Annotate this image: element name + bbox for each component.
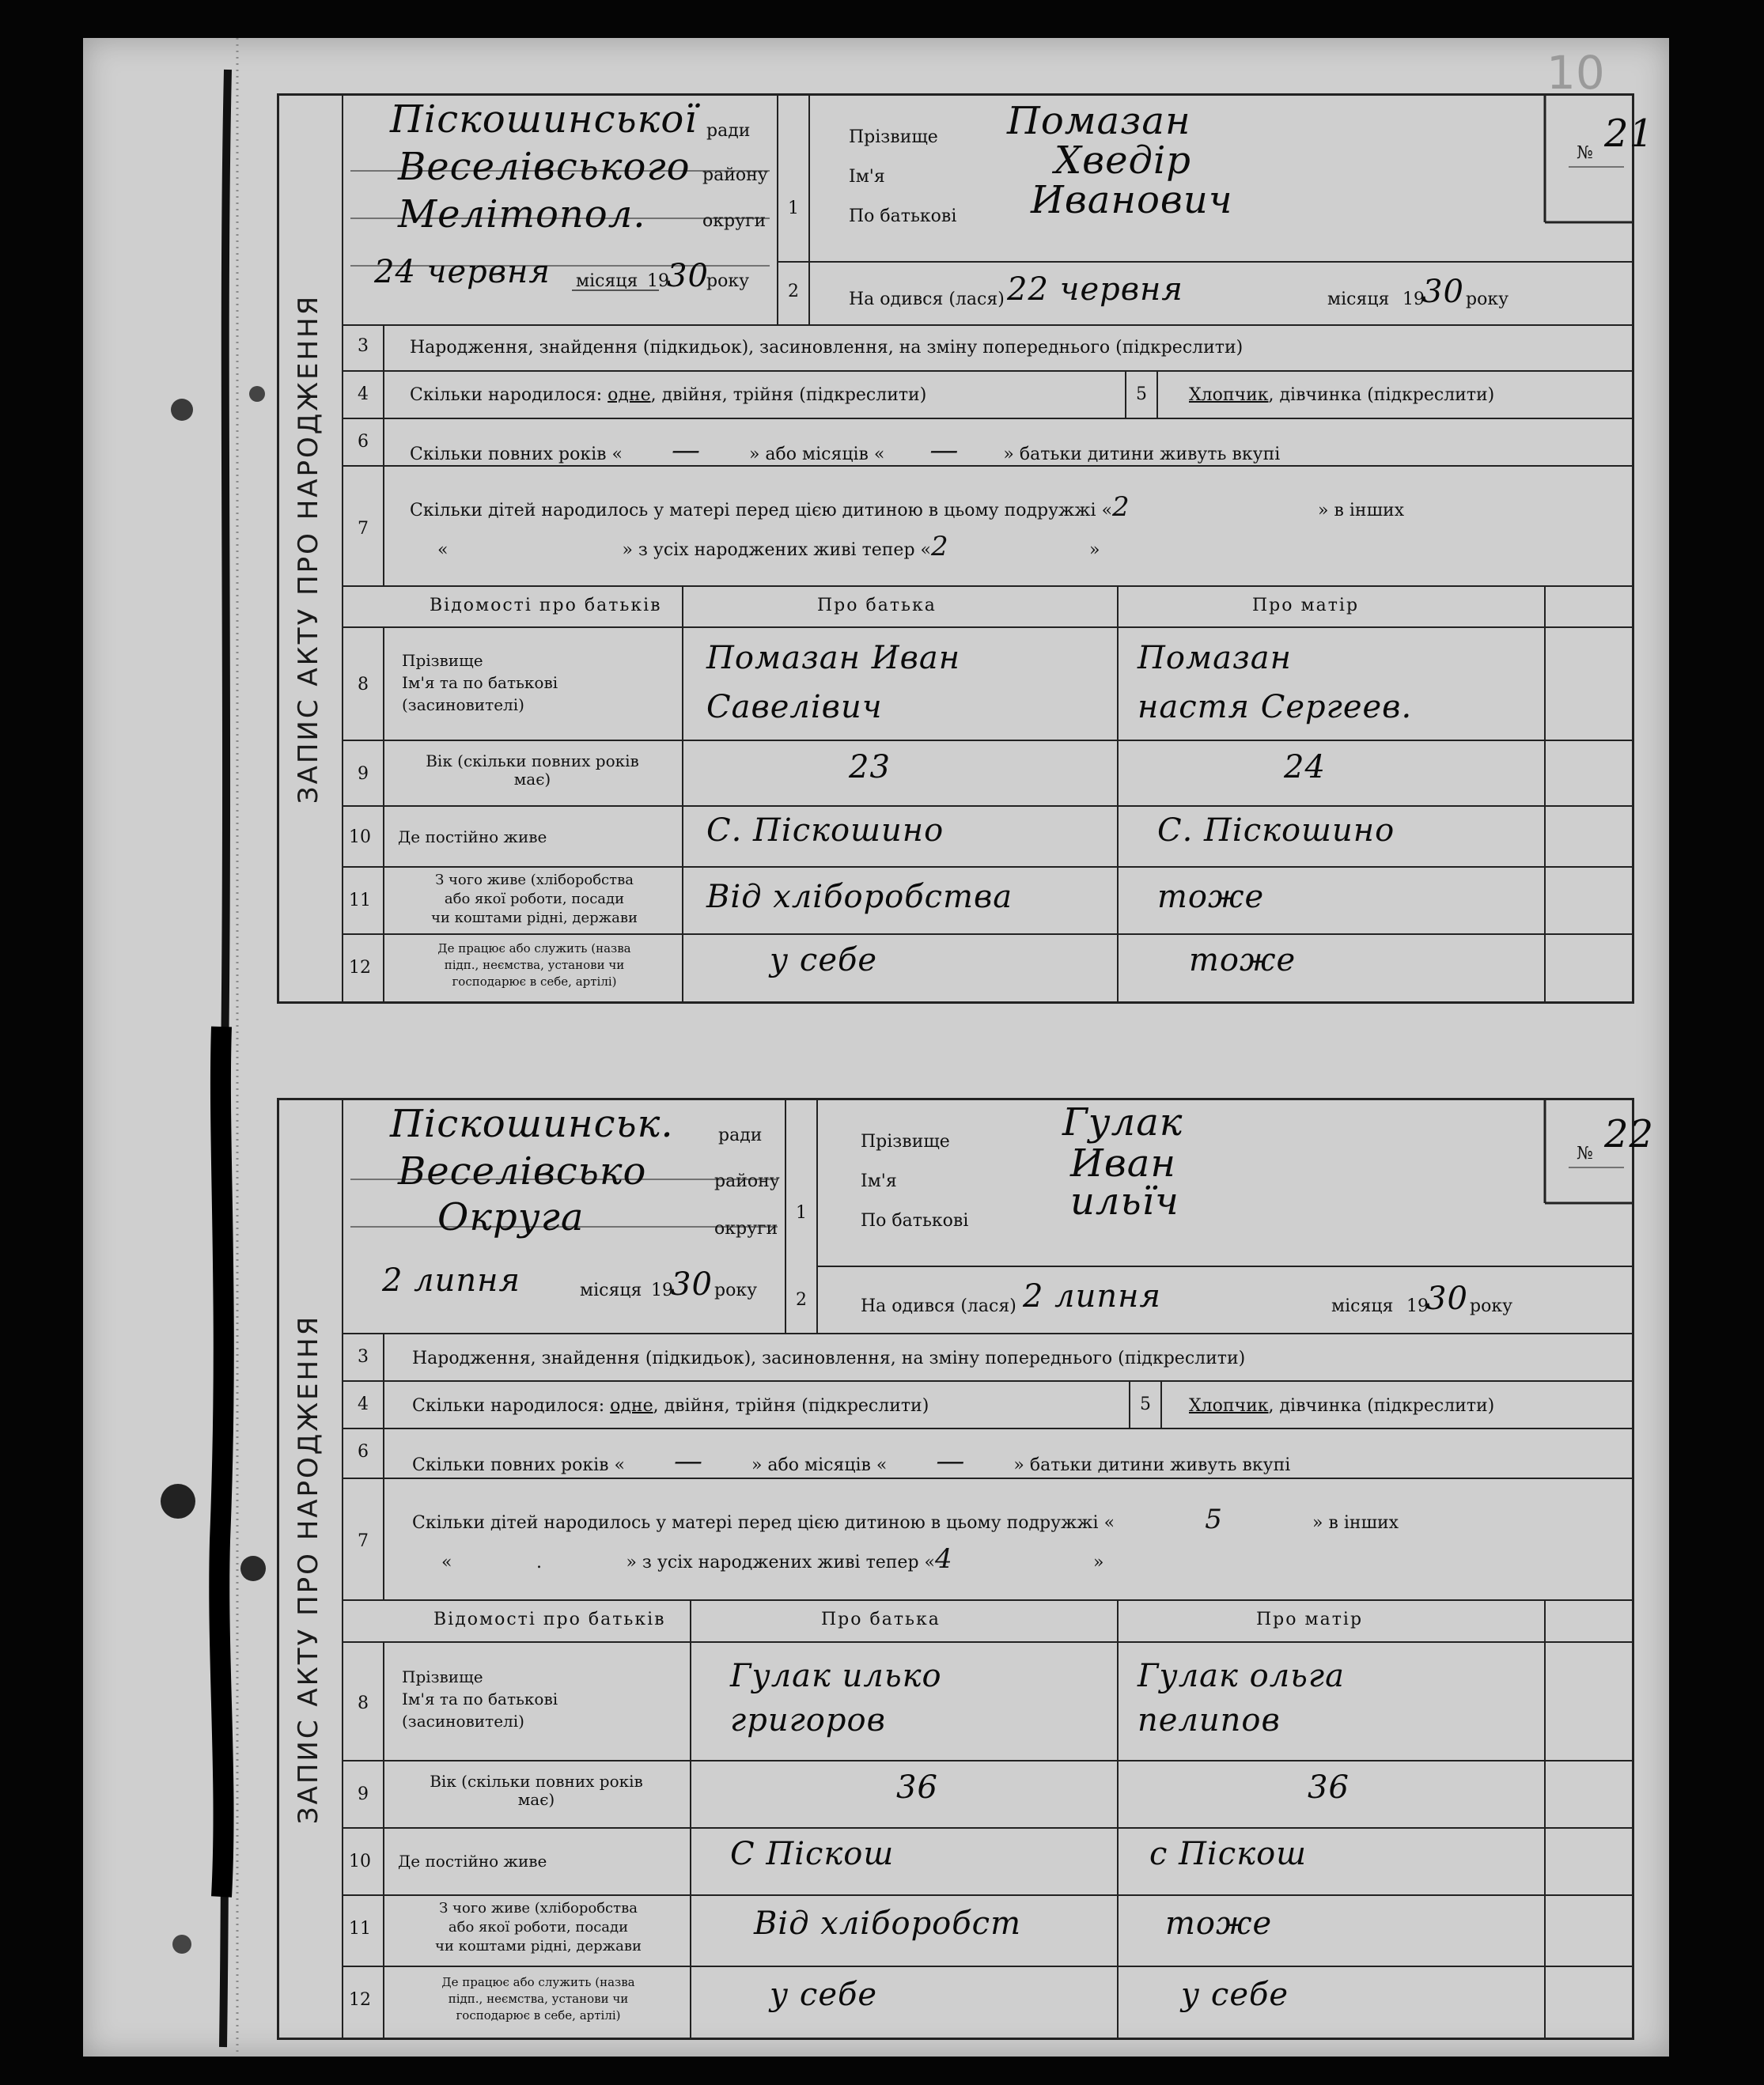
born-date: 2 липня xyxy=(1023,1278,1161,1315)
surname-value: Гулак xyxy=(1062,1100,1183,1145)
okrug-value: Округа xyxy=(437,1195,585,1239)
row11-label: З чого живе (хліборобства або якої роботи, посади чи коштами рідні, держави xyxy=(434,1900,642,1954)
registration-year: 30 xyxy=(667,258,709,294)
father-livelihood: Від хліборобства xyxy=(706,879,1013,915)
month-label: місяця xyxy=(580,1281,642,1300)
raion-value: Веселівсько xyxy=(398,1149,647,1194)
row10-label: Де постійно живе xyxy=(398,1852,547,1871)
raion-value: Веселівського xyxy=(398,145,691,189)
row8-label: Прізвище Ім'я та по батькові (засиновителі) xyxy=(402,1667,558,1731)
birth-record-1: ЗАПИС АКТУ ПРО НАРОДЖЕННЯ Піскошинської ради Веселівського району Мелітопол. округи 24 червня місяця 19 30 року 1 2 Прізвище Помазан Ім'я Хведір По батькові Иванович № 21 На одився (лася) 22 червня місяця 19 30 року 3 Народження, знайдення (підкидьок), засиновлення, на зміну попереднього (підкреслити) 4 Скільки народилося: одне, двійня, трійня (підкреслити) 5 Хлопчик, дівчинка (підкреслити) 6 Скільки повних років « — » або місяців « — » батьки дитини живуть вкупі 7 Скільки дітей народилось у матері перед цією дитиною в цьому подружжі «2 » в інших « » з усіх народжених живі тепер «2 » Відомості про батьків Про батька Про матір 8 Прізвище Ім'я та по батькові (засиновителі) Помазан Иван Савелівич Помазан настя Сергеев. 9 Вік (скільки повних років має) 23 24 10 Де постійно живе С. Піскошино С. Піскошино 11 З чого живе (хліборобства або якої роботи, посади чи коштами рідні, держави Від хліборобства тоже 12 Де працює або служить (назва підп., неємства, установи чи господарює в себе, артілі) у себе тоже xyxy=(277,93,1634,1004)
month-label: місяця xyxy=(576,271,638,291)
father-age: 36 xyxy=(896,1769,938,1806)
row3-text: Народження, знайдення (підкидьок), засиновлення, на зміну попереднього (підкреслити) xyxy=(410,338,1244,358)
row5-text: Хлопчик, дівчинка (підкреслити) xyxy=(1189,385,1495,405)
father-name: Помазан Иван Савелівич xyxy=(706,640,961,725)
row9-label: Вік (скільки повних років має) xyxy=(430,1772,643,1809)
surname-value: Помазан xyxy=(1007,99,1191,143)
side-title: ЗАПИС АКТУ ПРО НАРОДЖЕННЯ xyxy=(293,1314,324,1824)
father-age: 23 xyxy=(849,749,891,785)
father-residence: С. Піскошино xyxy=(706,812,944,849)
row5-text: Хлопчик, дівчинка (підкреслити) xyxy=(1189,1396,1495,1416)
mother-name: Помазан настя Сергеев. xyxy=(1138,640,1413,725)
registration-year: 30 xyxy=(671,1266,713,1303)
rada-suffix: ради xyxy=(718,1126,763,1145)
rada-suffix: ради xyxy=(706,121,751,141)
row7-line1: Скільки дітей народилось у матері перед цією дитиною в цьому подружжі « 5 » в інших xyxy=(412,1504,1399,1535)
born-label: На одився (лася) xyxy=(861,1296,1016,1316)
row4-text: Скільки народилося: одне, двійня, трійня (підкреслити) xyxy=(412,1396,929,1416)
mother-livelihood: тоже xyxy=(1165,1905,1273,1942)
row7-line1: Скільки дітей народилось у матері перед цією дитиною в цьому подружжі «2 » в інших xyxy=(410,491,1405,523)
row9-label: Вік (скільки повних років має) xyxy=(426,751,639,789)
born-year: 30 xyxy=(1426,1281,1468,1317)
patronymic-label: По батькові xyxy=(849,206,957,226)
column-mother: Про матір xyxy=(1252,596,1360,615)
rada-value: Піскошинськ. xyxy=(390,1102,674,1146)
row6-text: Скільки повних років « — » або місяців « — » батьки дитини живуть вкупі xyxy=(412,1445,1291,1478)
column-info: Відомості про батьків xyxy=(430,596,662,615)
okrug-value: Мелітопол. xyxy=(398,192,646,237)
rada-value: Піскошинської xyxy=(390,97,698,142)
column-father: Про батька xyxy=(817,596,937,615)
row11-label: З чого живе (хліборобства або якої роботи, посади чи коштами рідні, держави xyxy=(430,872,638,926)
born-year: 30 xyxy=(1422,274,1464,310)
name-label: Ім'я xyxy=(861,1171,897,1191)
mother-residence: С. Піскошино xyxy=(1157,812,1395,849)
binding-stitching xyxy=(134,38,293,2057)
side-title: ЗАПИС АКТУ ПРО НАРОДЖЕННЯ xyxy=(293,293,324,804)
row12-label: Де працює або служить (назва підп., неємства, установи чи господарює в себе, артілі) xyxy=(437,941,631,989)
registration-date: 24 червня xyxy=(374,254,551,290)
patronymic-label: По батькові xyxy=(861,1211,969,1231)
page-number: 10 xyxy=(1546,46,1605,100)
row6-text: Скільки повних років « — » або місяців « — » батьки дитини живуть вкупі xyxy=(410,434,1281,467)
surname-label: Прізвище xyxy=(849,127,938,147)
row10-label: Де постійно живе xyxy=(398,827,547,846)
row12-label: Де працює або служить (назва підп., неємства, установи чи господарює в себе, артілі) xyxy=(441,1975,635,2023)
column-info: Відомості про батьків xyxy=(433,1610,666,1629)
row7-line2: « . » з усіх народжених живі тепер «4 » xyxy=(441,1543,1104,1575)
raion-suffix: району xyxy=(702,165,768,185)
patronymic-value: ильїч xyxy=(1070,1179,1179,1224)
mother-livelihood: тоже xyxy=(1157,879,1265,915)
registration-date: 2 липня xyxy=(382,1262,520,1299)
okrug-suffix: округи xyxy=(702,211,767,231)
name-value: Иван xyxy=(1070,1141,1177,1186)
column-father: Про батька xyxy=(821,1610,941,1629)
born-label: На одився (лася) xyxy=(849,289,1005,309)
father-livelihood: Від хліборобст xyxy=(754,1905,1022,1942)
father-work: у себе xyxy=(770,942,878,978)
mother-name: Гулак ольга пелипов xyxy=(1138,1658,1345,1739)
record-number: 22 xyxy=(1604,1112,1655,1156)
number-label: № xyxy=(1577,143,1593,163)
row7-line2: « » з усіх народжених живі тепер «2 » xyxy=(437,531,1100,562)
mother-age: 24 xyxy=(1284,749,1326,785)
name-label: Ім'я xyxy=(849,167,885,187)
row8-label: Прізвище Ім'я та по батькові (засиновителі) xyxy=(402,651,558,714)
mother-residence: с Піскош xyxy=(1149,1836,1308,1872)
mother-age: 36 xyxy=(1308,1769,1349,1806)
mother-work: у себе xyxy=(1181,1977,1289,2013)
raion-suffix: району xyxy=(714,1171,780,1191)
patronymic-value: Иванович xyxy=(1031,178,1233,222)
name-value: Хведір xyxy=(1054,138,1192,183)
birth-record-2: ЗАПИС АКТУ ПРО НАРОДЖЕННЯ Піскошинськ. ради Веселівсько району Округа округи 2 липня місяця 19 30 року 1 2 Прізвище Гулак Ім'я Иван По батькові ильїч № 22 На одився (лася) 2 липня місяця 19 30 року 3 Народження, знайдення (підкидьок), засиновлення, на зміну попереднього (підкреслити) 4 Скільки народилося: одне, двійня, трійня (підкреслити) 5 Хлопчик, дівчинка (підкреслити) 6 Скільки повних років « — » або місяців « — » батьки дитини живуть вкупі 7 Скільки дітей народилось у матері перед цією дитиною в цьому подружжі « 5 » в інших « . » з усіх народжених живі тепер «4 » Відомості про батьків Про батька Про матір 8 Прізвище Ім'я та по батькові (засиновителі) Гулак илько григоров Гулак ольга пелипов 9 Вік (скільки повних років має) 36 36 10 Де постійно живе С Піскош с Піскош 11 З чого живе (хліборобства або якої роботи, посади чи коштами рідні, держави Від хліборобст тоже 12 Де працює або служить (назва підп., неємства, установи чи господарює в себе, артілі) у себе у себе xyxy=(277,1098,1634,2040)
number-label: № xyxy=(1577,1144,1593,1164)
surname-label: Прізвище xyxy=(861,1132,950,1152)
row3-text: Народження, знайдення (підкидьок), засиновлення, на зміну попереднього (підкреслити) xyxy=(412,1349,1246,1368)
father-work: у себе xyxy=(770,1977,878,2013)
born-date: 22 червня xyxy=(1007,271,1183,308)
column-mother: Про матір xyxy=(1256,1610,1364,1629)
okrug-suffix: округи xyxy=(714,1219,778,1239)
row4-text: Скільки народилося: одне, двійня, трійня (підкреслити) xyxy=(410,385,927,405)
father-residence: С Піскош xyxy=(730,1836,895,1872)
document-page xyxy=(83,38,1669,2057)
father-name: Гулак илько григоров xyxy=(730,1658,942,1739)
record-number: 21 xyxy=(1604,112,1655,156)
mother-work: тоже xyxy=(1189,942,1297,978)
